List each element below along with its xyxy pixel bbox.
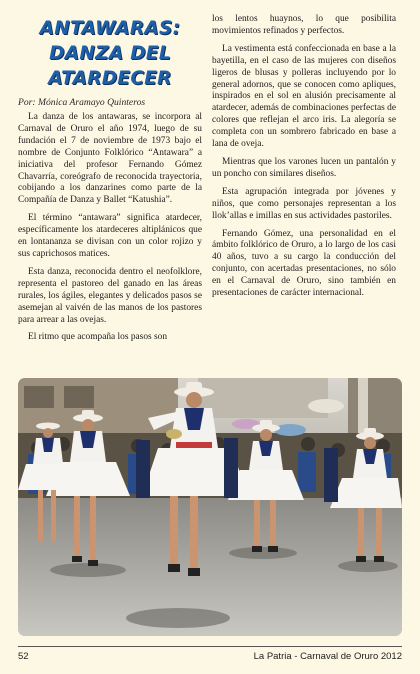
paragraph: Esta agrupación integrada por jóvenes y niños, que como personajes representan a los llok’allas e imillas en sus actividades pastoriles. xyxy=(212,186,396,221)
article-title xyxy=(18,16,202,91)
paragraph: La vestimenta está confeccionada en base a la bayetilla, en el caso de las mujeres con diseños ligeros de blusas y polleras incluyendo por lo general adornos, que se conocen como apliques, inspirados en el sol en alusión precisamente al atardecer, además de combinaciones perfectas de colores que reflejan el arco iris. La alegoría se completa con un sombrero fabricado en base a lana de oveja. xyxy=(212,43,396,150)
running-footer: La Patria - Carnaval de Oruro 2012 xyxy=(253,651,402,662)
dancers-photo xyxy=(18,378,402,636)
paragraph: Esta danza, reconocida dentro el neofolklore, representa el pastoreo del ganado en las áreas rurales, los ágiles, elegantes y delicados pasos se asemejan al vaivén de las manos de los pastores para arrear a las ovejas. xyxy=(18,266,202,325)
footer-divider xyxy=(18,646,402,647)
paragraph: Mientras que los varones lucen un pantalón y un poncho con similares diseños. xyxy=(212,156,396,179)
left-column xyxy=(18,14,202,350)
title-line-2: DANZA DEL ATARDECER xyxy=(48,43,172,89)
byline: Por: Mónica Aramayo Quinteros xyxy=(18,97,146,108)
paragraph: Fernando Gómez, una personalidad en el ámbito folklórico de Oruro, a lo largo de los casi 40 años, tuvo a su cargo la conducción del conjunto, con acertadas presentaciones, no sólo en el Carnaval de Oruro, sino también en presentaciones de carácter internacional. xyxy=(212,228,396,299)
dancers-photo-illustration xyxy=(18,378,402,636)
paragraph: La danza de los antawaras, se incorpora al Carnaval de Oruro el año 1974, luego de su fundación el 7 de noviembre de 1973 bajo el nombre de Conjunto Folklórico “Antawara” a iniciativa del profesor Fernando Gómez Chavarría, coreógrafo de reconocida trayectoria, cobijando a los danzarines como parte de la Compañía de Danza y Ballet “Katushia”. xyxy=(18,112,202,206)
paragraph: El ritmo que acompaña los pasos son xyxy=(28,332,168,343)
page-number: 52 xyxy=(18,651,29,662)
paragraph: los lentos huaynos, lo que posibilita movimientos refinados y perfectos. xyxy=(212,14,396,36)
paragraph: El término “antawara” significa atardecer, específicamente los atardeceres altiplánicos que en lontananza se divisan con un color rojizo y sus caprichosos matices. xyxy=(18,213,202,259)
right-column xyxy=(212,14,396,306)
title-line-1: ANTAWARAS: xyxy=(39,18,181,39)
